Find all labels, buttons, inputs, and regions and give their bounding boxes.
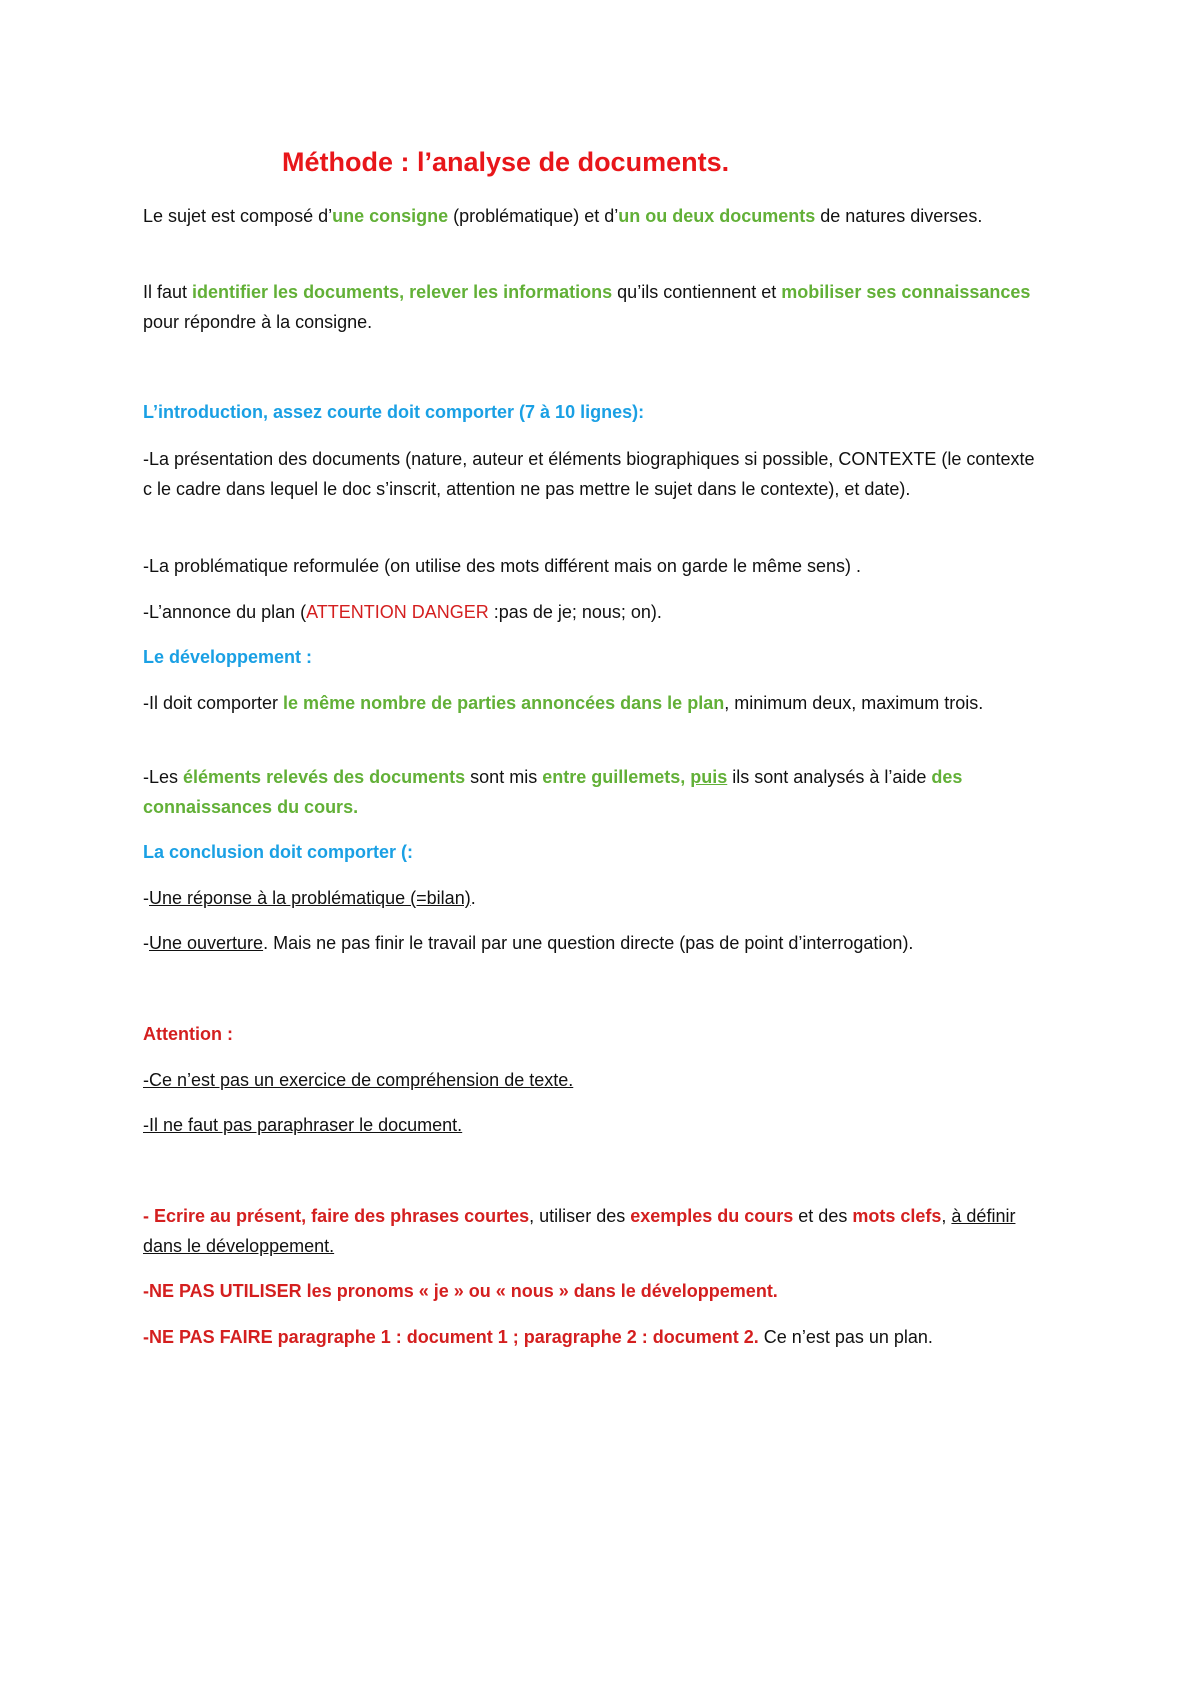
text: Ce n’est pas un plan. [758, 1327, 933, 1347]
attention-item-2: -Il ne faut pas paraphraser le document. [143, 1115, 463, 1135]
text: -Les [143, 767, 184, 787]
text: -Il doit comporter [143, 693, 284, 713]
text: de natures diverses. [815, 206, 983, 226]
warning-text: -NE PAS FAIRE paragraphe 1 : document 1 ; paragraphe 2 : document 2. [143, 1327, 759, 1347]
underlined-text: Une réponse à la problématique (=bilan) [149, 888, 471, 908]
introduction-item-2: -La problématique reformulée (on utilise des mots différent mais on garde le même sens) . [143, 556, 862, 576]
text: - [143, 1206, 154, 1226]
developpement-heading: Le développement : [143, 647, 313, 667]
introduction-item-1: -La présentation des documents (nature, auteur et éléments biographiques si possible, CONTEXTE (le contexte c le cadre dans lequel le doc s’inscrit, attention ne pas mettre le sujet dans le contexte), et date). [143, 449, 1035, 499]
keyword-present: Ecrire au présent, faire des phrases courtes [154, 1206, 530, 1226]
intro-paragraph-1 [143, 201, 1048, 231]
text: Le sujet est composé d’ [143, 206, 333, 226]
keyword-puis: puis [690, 767, 728, 787]
rules-item-2: -NE PAS UTILISER les pronoms « je » ou « nous » dans le développement. [143, 1281, 778, 1301]
text: , [941, 1206, 952, 1226]
keyword-parties: le même nombre de parties annoncées dans le plan [283, 693, 725, 713]
text: sont mis [465, 767, 543, 787]
text: -L’annonce du plan ( [143, 602, 307, 622]
keyword-consigne: une consigne [332, 206, 449, 226]
rules-item-3 [143, 1322, 1048, 1352]
developpement-item-2 [143, 762, 1048, 822]
text: . [470, 888, 476, 908]
attention-item-1: -Ce n’est pas un exercice de compréhension de texte. [143, 1070, 574, 1090]
keyword-elements: éléments relevés des documents [183, 767, 466, 787]
introduction-item-3 [143, 597, 1048, 627]
text: - [143, 933, 149, 953]
document-title: Méthode : l’analyse de documents. [282, 147, 730, 177]
text: Il faut [143, 282, 193, 302]
developpement-item-1 [143, 688, 1048, 718]
text: pour répondre à la consigne. [143, 312, 373, 332]
introduction-heading: L’introduction, assez courte doit comporter (7 à 10 lignes): [143, 402, 645, 422]
text: qu’ils contiennent et [612, 282, 782, 302]
attention-heading: Attention : [143, 1024, 233, 1044]
text: (problématique) et d’ [448, 206, 619, 226]
text: , minimum deux, maximum trois. [724, 693, 984, 713]
conclusion-heading: La conclusion doit comporter (: [143, 842, 414, 862]
text: ils sont analysés à l’aide [727, 767, 932, 787]
conclusion-item-2 [143, 928, 1048, 958]
rules-item-1 [143, 1201, 1048, 1261]
keyword-documents: un ou deux documents [618, 206, 816, 226]
keyword-identifier: identifier les documents, relever les informations [192, 282, 613, 302]
intro-paragraph-2 [143, 277, 1048, 337]
keyword-mots-clefs: mots clefs [852, 1206, 942, 1226]
text: , utiliser des [529, 1206, 631, 1226]
keyword-cours: des connaissances du cours. [143, 767, 963, 817]
text: :pas de je; nous; on). [488, 602, 662, 622]
underlined-text: à définir dans le développement. [143, 1206, 1016, 1256]
danger-warning: ATTENTION DANGER [306, 602, 489, 622]
keyword-connaissances: mobiliser ses connaissances [781, 282, 1031, 302]
text: - [143, 888, 149, 908]
text: . Mais ne pas finir le travail par une question directe (pas de point d’interrogation). [263, 933, 914, 953]
keyword-guillemets: entre guillemets, [542, 767, 691, 787]
text: et des [793, 1206, 853, 1226]
underlined-text: Une ouverture [149, 933, 264, 953]
keyword-exemples: exemples du cours [630, 1206, 794, 1226]
conclusion-item-1 [143, 883, 1048, 913]
